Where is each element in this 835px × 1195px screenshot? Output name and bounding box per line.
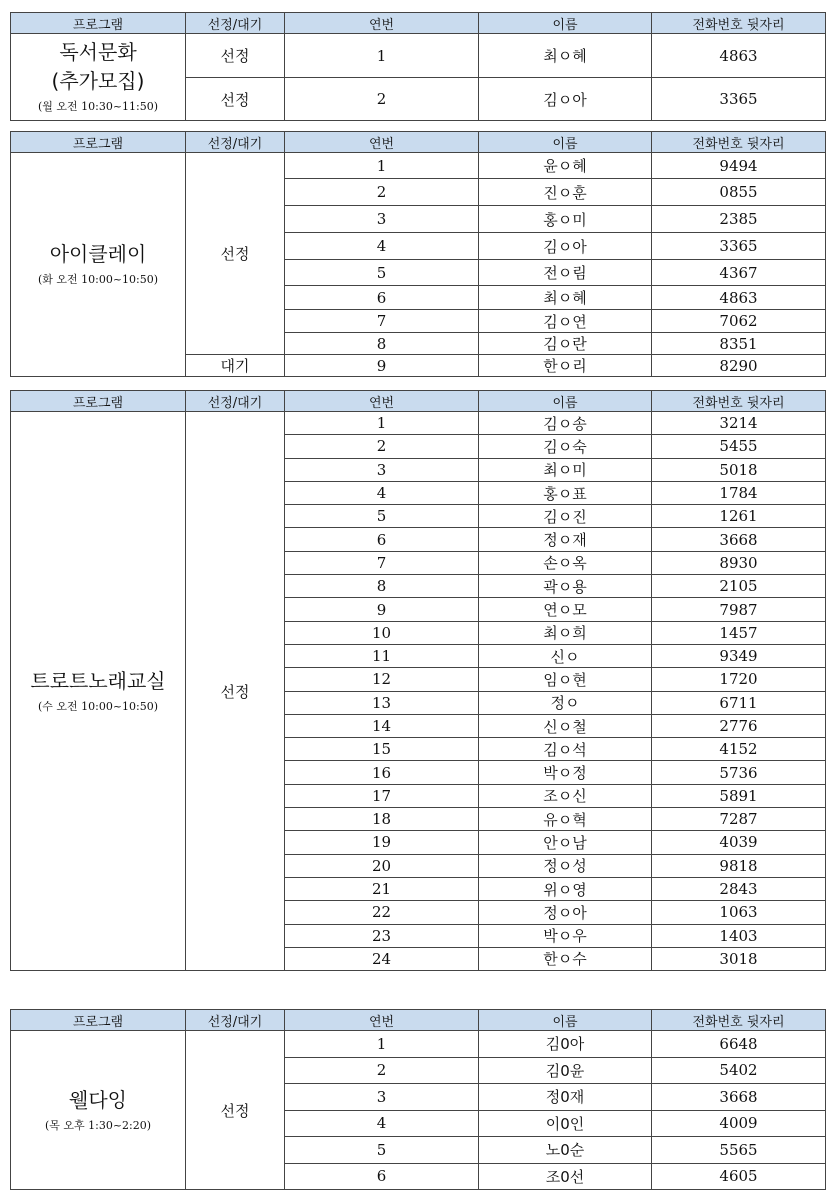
name-cell: 조0선 bbox=[479, 1163, 652, 1190]
name-cell: 위ㅇ영 bbox=[479, 877, 652, 900]
header-number: 연번 bbox=[285, 391, 479, 412]
serial-number-cell: 4 bbox=[285, 233, 479, 260]
name-cell: 김ㅇ연 bbox=[479, 310, 652, 333]
status-cell: 선정 bbox=[186, 412, 285, 971]
serial-number-cell: 14 bbox=[285, 714, 479, 737]
header-name: 이름 bbox=[479, 1010, 652, 1031]
serial-number-cell: 5 bbox=[285, 1137, 479, 1164]
name-cell: 정ㅇ성 bbox=[479, 854, 652, 877]
phone-last-digits-cell: 4863 bbox=[652, 34, 826, 78]
header-phone: 전화번호 뒷자리 bbox=[652, 132, 826, 153]
serial-number-cell: 22 bbox=[285, 901, 479, 924]
table-row bbox=[11, 34, 826, 78]
header-number: 연번 bbox=[285, 1010, 479, 1031]
phone-last-digits-cell: 5565 bbox=[652, 1137, 826, 1164]
serial-number-cell: 5 bbox=[285, 260, 479, 286]
serial-number-cell: 19 bbox=[285, 831, 479, 854]
header-status: 선정/대기 bbox=[186, 1010, 285, 1031]
program-table bbox=[10, 390, 826, 971]
phone-last-digits-cell: 8351 bbox=[652, 333, 826, 355]
program-name: 트로트노래교실 bbox=[30, 668, 166, 693]
name-cell: 정ㅇ재 bbox=[479, 528, 652, 551]
phone-last-digits-cell: 4152 bbox=[652, 738, 826, 761]
header-name: 이름 bbox=[479, 391, 652, 412]
serial-number-cell: 4 bbox=[285, 1110, 479, 1137]
name-cell: 손ㅇ옥 bbox=[479, 551, 652, 574]
phone-last-digits-cell: 3214 bbox=[652, 412, 826, 435]
phone-last-digits-cell: 3365 bbox=[652, 78, 826, 121]
phone-last-digits-cell: 5736 bbox=[652, 761, 826, 784]
program-schedule: (월 오전 10:30~11:50) bbox=[37, 100, 159, 114]
name-cell: 정ㅇ bbox=[479, 691, 652, 714]
serial-number-cell: 24 bbox=[285, 947, 479, 970]
program-schedule: (수 오전 10:00~10:50) bbox=[37, 699, 159, 713]
phone-last-digits-cell: 3668 bbox=[652, 528, 826, 551]
serial-number-cell: 2 bbox=[285, 435, 479, 458]
program-name: 웰다잉 bbox=[69, 1087, 127, 1112]
phone-last-digits-cell: 3018 bbox=[652, 947, 826, 970]
name-cell: 임ㅇ현 bbox=[479, 668, 652, 691]
serial-number-cell: 16 bbox=[285, 761, 479, 784]
serial-number-cell: 6 bbox=[285, 1163, 479, 1190]
serial-number-cell: 7 bbox=[285, 551, 479, 574]
phone-last-digits-cell: 7287 bbox=[652, 808, 826, 831]
name-cell: 김ㅇ아 bbox=[479, 78, 652, 121]
name-cell: 윤ㅇ혜 bbox=[479, 153, 652, 179]
header-status: 선정/대기 bbox=[186, 13, 285, 34]
serial-number-cell: 3 bbox=[285, 1084, 479, 1111]
program-schedule: (목 오후 1:30~2:20) bbox=[44, 1118, 152, 1132]
name-cell: 홍ㅇ표 bbox=[479, 481, 652, 504]
table-row bbox=[11, 412, 826, 435]
header-program: 프로그램 bbox=[11, 391, 186, 412]
name-cell: 홍ㅇ미 bbox=[479, 206, 652, 233]
serial-number-cell: 11 bbox=[285, 644, 479, 667]
serial-number-cell: 4 bbox=[285, 481, 479, 504]
phone-last-digits-cell: 5891 bbox=[652, 784, 826, 807]
name-cell: 유ㅇ혁 bbox=[479, 808, 652, 831]
serial-number-cell: 2 bbox=[285, 179, 479, 206]
serial-number-cell: 2 bbox=[285, 78, 479, 121]
name-cell: 최ㅇ미 bbox=[479, 458, 652, 481]
phone-last-digits-cell: 2385 bbox=[652, 206, 826, 233]
phone-last-digits-cell: 0855 bbox=[652, 179, 826, 206]
phone-last-digits-cell: 5018 bbox=[652, 458, 826, 481]
program-table bbox=[10, 12, 826, 121]
program-name: 아이클레이 bbox=[49, 242, 147, 267]
serial-number-cell: 8 bbox=[285, 575, 479, 598]
phone-last-digits-cell: 7062 bbox=[652, 310, 826, 333]
name-cell: 연ㅇ모 bbox=[479, 598, 652, 621]
phone-last-digits-cell: 2105 bbox=[652, 575, 826, 598]
serial-number-cell: 1 bbox=[285, 34, 479, 78]
phone-last-digits-cell: 5402 bbox=[652, 1057, 826, 1084]
status-cell: 선정 bbox=[186, 78, 285, 121]
name-cell: 노0순 bbox=[479, 1137, 652, 1164]
header-name: 이름 bbox=[479, 13, 652, 34]
name-cell: 박ㅇ정 bbox=[479, 761, 652, 784]
serial-number-cell: 9 bbox=[285, 355, 479, 377]
name-cell: 최ㅇ혜 bbox=[479, 34, 652, 78]
serial-number-cell: 10 bbox=[285, 621, 479, 644]
header-row bbox=[11, 13, 826, 34]
program-cell bbox=[11, 1031, 186, 1190]
program-schedule: (화 오전 10:00~10:50) bbox=[37, 273, 159, 287]
phone-last-digits-cell: 2776 bbox=[652, 714, 826, 737]
serial-number-cell: 13 bbox=[285, 691, 479, 714]
serial-number-cell: 20 bbox=[285, 854, 479, 877]
serial-number-cell: 21 bbox=[285, 877, 479, 900]
program-name: 독서문화 bbox=[59, 40, 137, 65]
name-cell: 김ㅇ송 bbox=[479, 412, 652, 435]
header-row bbox=[11, 1010, 826, 1031]
program-cell bbox=[11, 412, 186, 971]
phone-last-digits-cell: 6711 bbox=[652, 691, 826, 714]
header-program: 프로그램 bbox=[11, 1010, 186, 1031]
phone-last-digits-cell: 5455 bbox=[652, 435, 826, 458]
header-phone: 전화번호 뒷자리 bbox=[652, 1010, 826, 1031]
phone-last-digits-cell: 1720 bbox=[652, 668, 826, 691]
program-cell bbox=[11, 34, 186, 121]
program-table bbox=[10, 1009, 826, 1190]
header-number: 연번 bbox=[285, 13, 479, 34]
phone-last-digits-cell: 1261 bbox=[652, 505, 826, 528]
name-cell: 김ㅇ란 bbox=[479, 333, 652, 355]
serial-number-cell: 18 bbox=[285, 808, 479, 831]
name-cell: 한ㅇ리 bbox=[479, 355, 652, 377]
phone-last-digits-cell: 4367 bbox=[652, 260, 826, 286]
name-cell: 김0윤 bbox=[479, 1057, 652, 1084]
phone-last-digits-cell: 8930 bbox=[652, 551, 826, 574]
name-cell: 신ㅇ bbox=[479, 644, 652, 667]
table-row bbox=[11, 153, 826, 179]
serial-number-cell: 12 bbox=[285, 668, 479, 691]
header-program: 프로그램 bbox=[11, 13, 186, 34]
phone-last-digits-cell: 1457 bbox=[652, 621, 826, 644]
header-status: 선정/대기 bbox=[186, 132, 285, 153]
phone-last-digits-cell: 1403 bbox=[652, 924, 826, 947]
name-cell: 박ㅇ우 bbox=[479, 924, 652, 947]
phone-last-digits-cell: 8290 bbox=[652, 355, 826, 377]
phone-last-digits-cell: 9349 bbox=[652, 644, 826, 667]
serial-number-cell: 9 bbox=[285, 598, 479, 621]
status-cell: 선정 bbox=[186, 153, 285, 355]
serial-number-cell: 8 bbox=[285, 333, 479, 355]
serial-number-cell: 17 bbox=[285, 784, 479, 807]
phone-last-digits-cell: 9494 bbox=[652, 153, 826, 179]
name-cell: 신ㅇ철 bbox=[479, 714, 652, 737]
header-name: 이름 bbox=[479, 132, 652, 153]
serial-number-cell: 1 bbox=[285, 1031, 479, 1058]
header-row bbox=[11, 132, 826, 153]
serial-number-cell: 3 bbox=[285, 206, 479, 233]
phone-last-digits-cell: 4009 bbox=[652, 1110, 826, 1137]
name-cell: 전ㅇ림 bbox=[479, 260, 652, 286]
status-cell: 선정 bbox=[186, 34, 285, 78]
status-cell: 선정 bbox=[186, 1031, 285, 1190]
serial-number-cell: 6 bbox=[285, 286, 479, 310]
phone-last-digits-cell: 2843 bbox=[652, 877, 826, 900]
name-cell: 곽ㅇ용 bbox=[479, 575, 652, 598]
serial-number-cell: 1 bbox=[285, 412, 479, 435]
header-phone: 전화번호 뒷자리 bbox=[652, 13, 826, 34]
header-row bbox=[11, 391, 826, 412]
header-phone: 전화번호 뒷자리 bbox=[652, 391, 826, 412]
phone-last-digits-cell: 9818 bbox=[652, 854, 826, 877]
phone-last-digits-cell: 4605 bbox=[652, 1163, 826, 1190]
serial-number-cell: 15 bbox=[285, 738, 479, 761]
header-program: 프로그램 bbox=[11, 132, 186, 153]
program-table bbox=[10, 131, 826, 377]
name-cell: 조ㅇ신 bbox=[479, 784, 652, 807]
serial-number-cell: 7 bbox=[285, 310, 479, 333]
table-row bbox=[11, 1031, 826, 1058]
program-cell bbox=[11, 153, 186, 377]
name-cell: 김ㅇ진 bbox=[479, 505, 652, 528]
header-number: 연번 bbox=[285, 132, 479, 153]
phone-last-digits-cell: 1063 bbox=[652, 901, 826, 924]
name-cell: 안ㅇ남 bbox=[479, 831, 652, 854]
name-cell: 최ㅇ혜 bbox=[479, 286, 652, 310]
name-cell: 이0인 bbox=[479, 1110, 652, 1137]
serial-number-cell: 2 bbox=[285, 1057, 479, 1084]
name-cell: 김ㅇ숙 bbox=[479, 435, 652, 458]
phone-last-digits-cell: 6648 bbox=[652, 1031, 826, 1058]
serial-number-cell: 3 bbox=[285, 458, 479, 481]
name-cell: 정ㅇ아 bbox=[479, 901, 652, 924]
name-cell: 정0재 bbox=[479, 1084, 652, 1111]
name-cell: 김ㅇ아 bbox=[479, 233, 652, 260]
header-status: 선정/대기 bbox=[186, 391, 285, 412]
status-cell: 대기 bbox=[186, 355, 285, 377]
name-cell: 진ㅇ훈 bbox=[479, 179, 652, 206]
phone-last-digits-cell: 1784 bbox=[652, 481, 826, 504]
name-cell: 한ㅇ수 bbox=[479, 947, 652, 970]
name-cell: 김ㅇ석 bbox=[479, 738, 652, 761]
serial-number-cell: 1 bbox=[285, 153, 479, 179]
name-cell: 최ㅇ희 bbox=[479, 621, 652, 644]
serial-number-cell: 23 bbox=[285, 924, 479, 947]
name-cell: 김0아 bbox=[479, 1031, 652, 1058]
phone-last-digits-cell: 7987 bbox=[652, 598, 826, 621]
serial-number-cell: 6 bbox=[285, 528, 479, 551]
phone-last-digits-cell: 3668 bbox=[652, 1084, 826, 1111]
phone-last-digits-cell: 4863 bbox=[652, 286, 826, 310]
phone-last-digits-cell: 3365 bbox=[652, 233, 826, 260]
phone-last-digits-cell: 4039 bbox=[652, 831, 826, 854]
program-subtitle: (추가모집) bbox=[51, 69, 145, 94]
serial-number-cell: 5 bbox=[285, 505, 479, 528]
